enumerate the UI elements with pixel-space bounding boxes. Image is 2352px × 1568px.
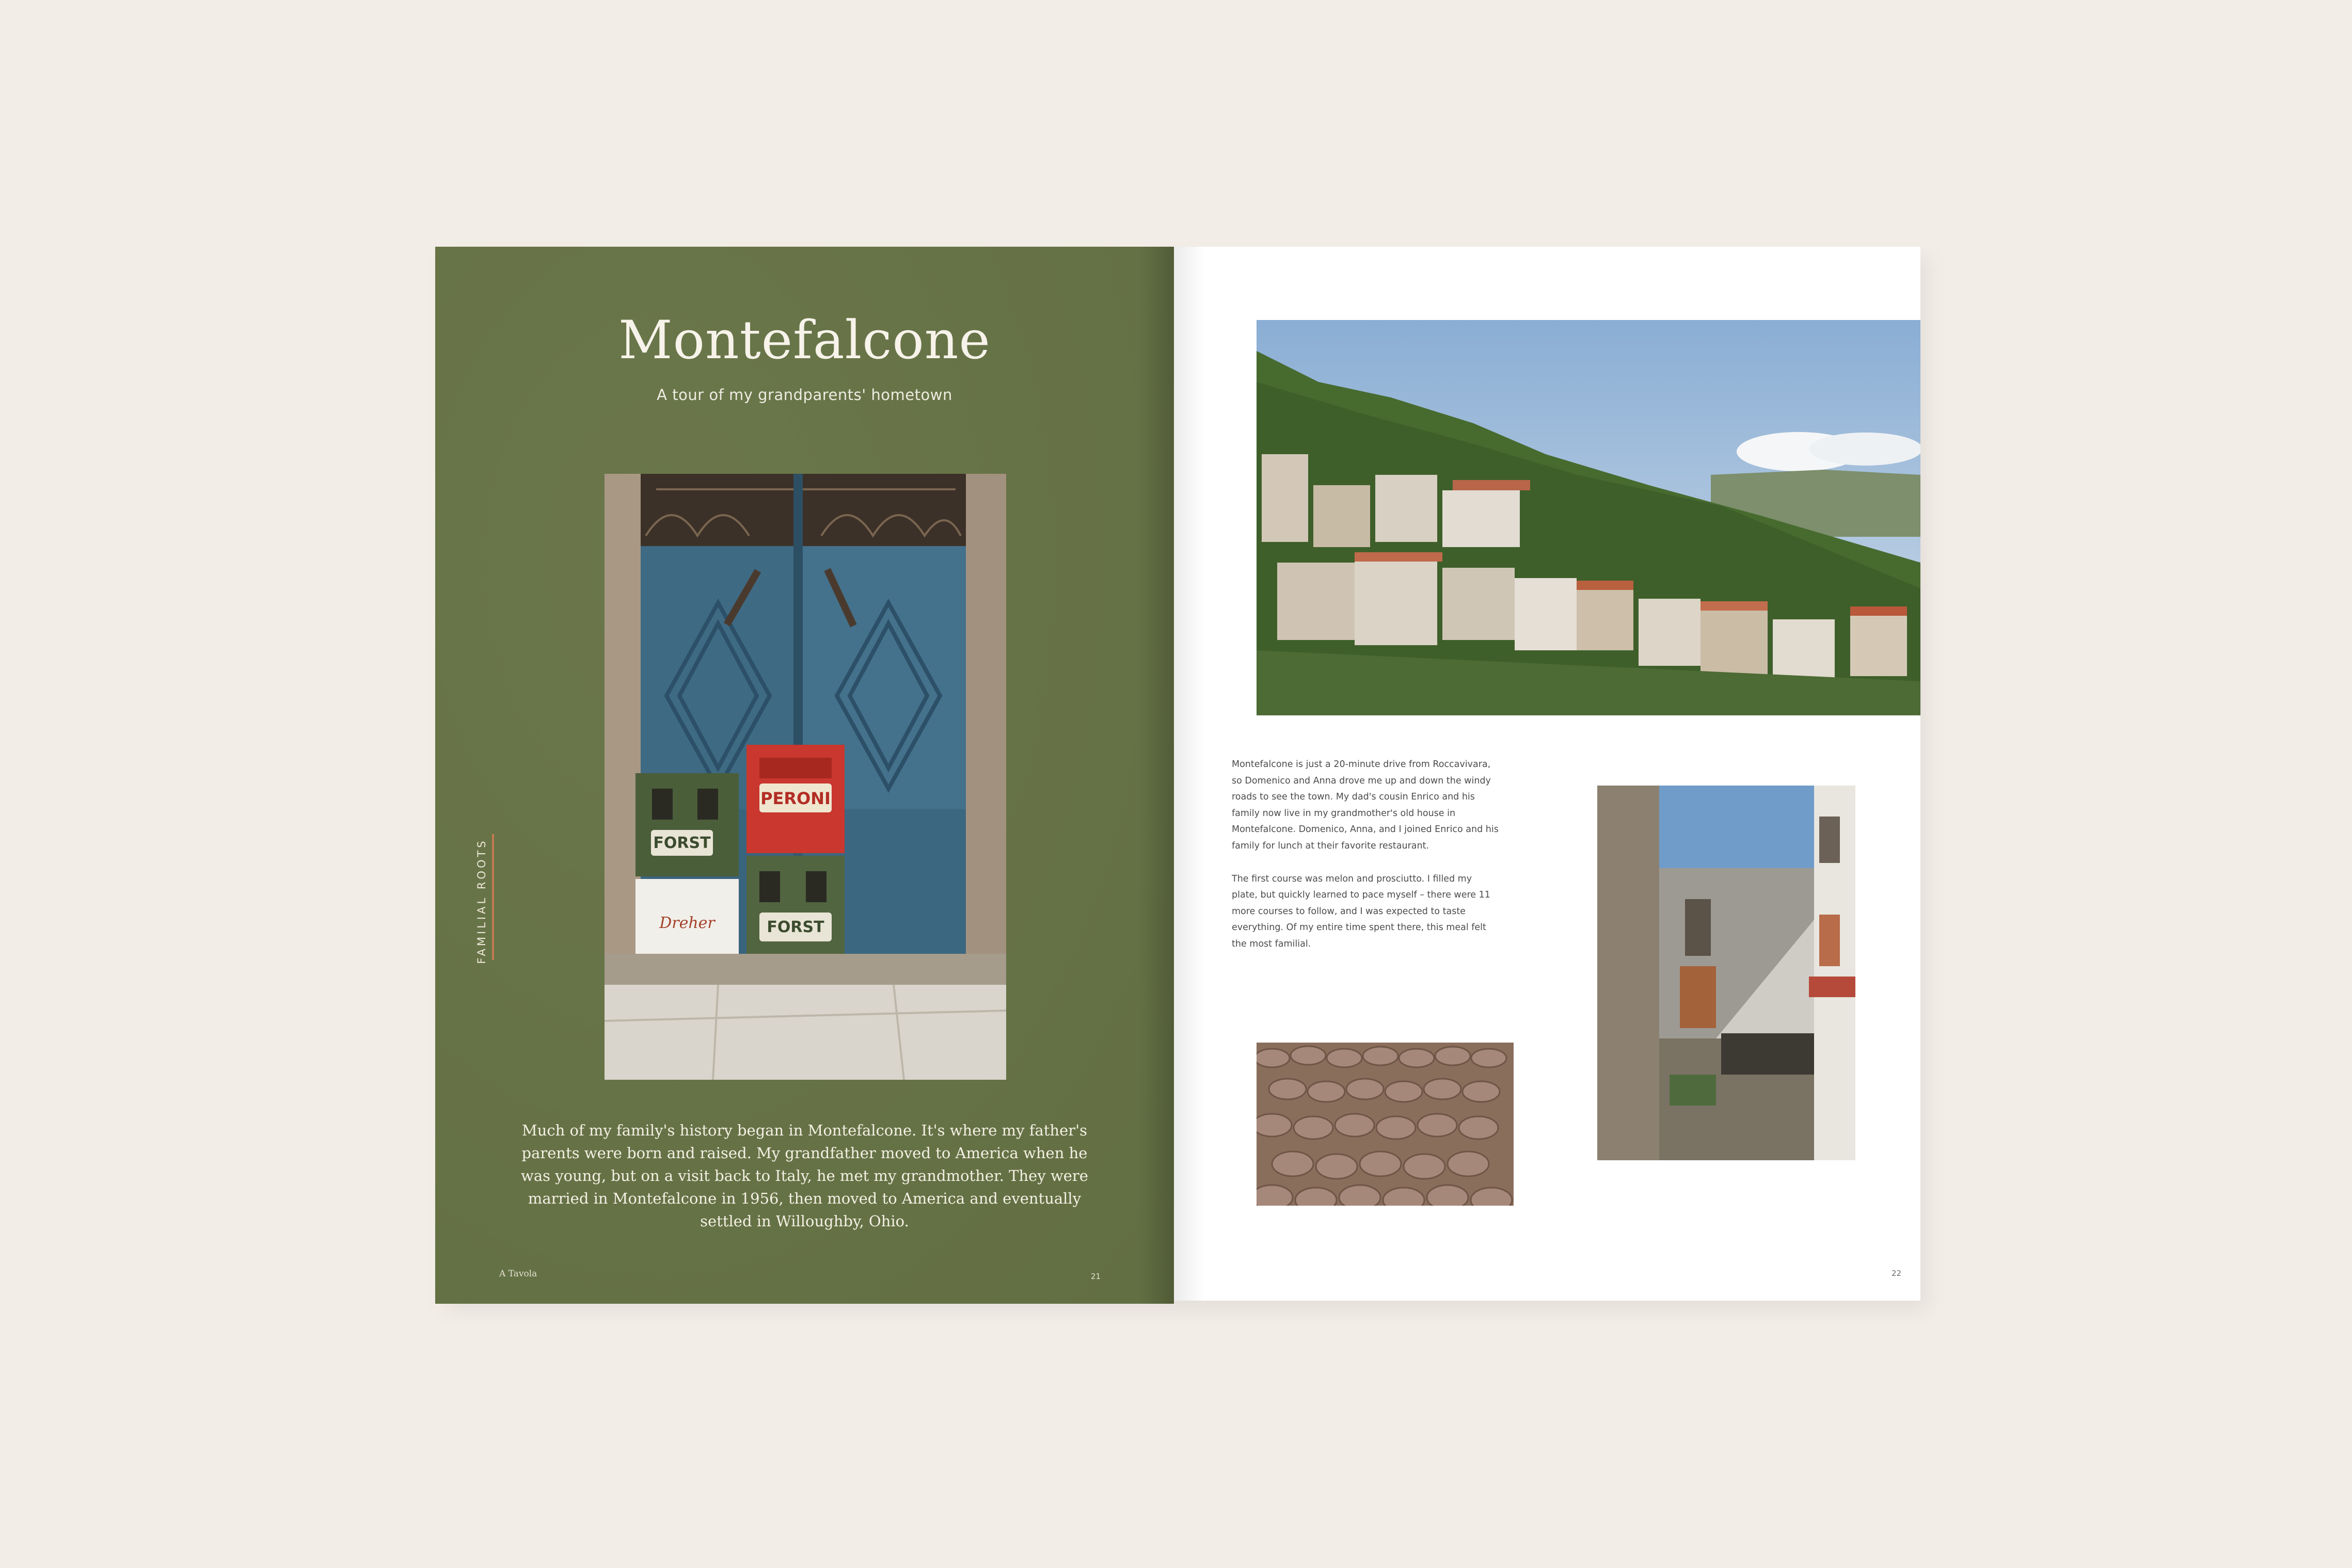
gutter-shadow-right — [1174, 247, 1205, 1301]
gutter-shadow-left — [1138, 247, 1174, 1304]
page-number-right: 22 — [1892, 1269, 1902, 1278]
section-label-wrap — [471, 834, 492, 968]
door-photo — [605, 474, 1006, 1080]
crate-label-peroni: PERONI — [760, 789, 831, 808]
article-body — [1232, 757, 1500, 969]
publication-name: A Tavola — [499, 1269, 537, 1279]
article-intro: Much of my family's history began in Montefalcone. It's where my father's parents were born and raised. My grandfather moved to America when he was young, but on a visit back to Italy, he met my grandmother. They were married in Montefalcone in 1956, then moved to America and eventually settled in Willoughby, Ohio. — [521, 1122, 1088, 1230]
body-paragraph-2: The first course was melon and prosciutto. I filled my plate, but quickly learned to pace myself – there were 11 more courses to follow, and I was expected to taste everything. Of my entire time spent there, this meal felt the most familial. — [1232, 873, 1490, 949]
left-page — [435, 247, 1174, 1304]
crate-label-forst-1: FORST — [653, 834, 711, 852]
magazine-spread — [435, 247, 1920, 1304]
page-number-left: 21 — [1091, 1272, 1101, 1281]
alley-photo — [1597, 786, 1855, 1160]
body-paragraph-1: Montefalcone is just a 20-minute drive from Roccavivara, so Domenico and Anna drove me up and down the windy roads to see the town. My dad's cousin Enrico and his family now live in my grandmother's old house in Montefalcone. Domenico, Anna, and I joined Enrico and his family for lunch at their favorite restaurant. — [1232, 759, 1499, 851]
roof-tiles-photo — [1257, 1043, 1514, 1206]
right-page — [1174, 247, 1920, 1301]
article-title: Montefalcone — [618, 310, 991, 371]
article-subtitle: A tour of my grandparents' hometown — [657, 386, 952, 404]
crate-label-dreher: Dreher — [659, 914, 715, 932]
crate-label-forst-2: FORST — [767, 918, 824, 936]
section-label-rule — [492, 834, 494, 960]
hillside-town-photo — [1257, 320, 1920, 715]
section-label: FAMILIAL ROOTS — [475, 838, 488, 964]
